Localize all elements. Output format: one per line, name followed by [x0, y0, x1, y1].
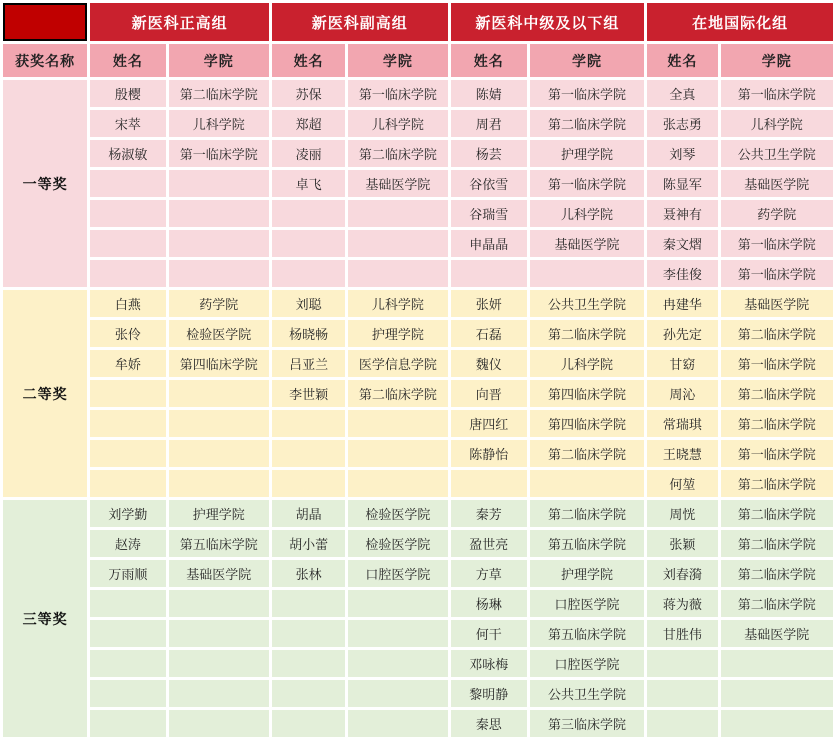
- table-row: [3, 320, 833, 347]
- college-cell[interactable]: 第一临床学院: [721, 80, 833, 107]
- table-row: [3, 680, 833, 707]
- name-cell[interactable]: 杨淑敏: [90, 140, 165, 167]
- name-cell[interactable]: 聂神有: [647, 200, 717, 227]
- college-cell[interactable]: 儿科学院: [169, 110, 269, 137]
- college-cell[interactable]: 第三临床学院: [530, 710, 644, 737]
- name-cell[interactable]: 胡小蕾: [272, 530, 345, 557]
- empty-cell[interactable]: [272, 260, 345, 287]
- empty-cell[interactable]: [90, 590, 165, 617]
- group-header-senior[interactable]: 新医科正高组: [90, 3, 269, 41]
- empty-cell[interactable]: [169, 620, 269, 647]
- empty-cell[interactable]: [90, 710, 165, 737]
- empty-cell[interactable]: [169, 470, 269, 497]
- table-row: [3, 140, 833, 167]
- college-cell[interactable]: 儿科学院: [530, 200, 644, 227]
- name-cell[interactable]: 胡晶: [272, 500, 345, 527]
- group-header-intermediate-below[interactable]: 新医科中级及以下组: [451, 3, 645, 41]
- name-cell[interactable]: 宋萃: [90, 110, 165, 137]
- name-cell[interactable]: 常瑞琪: [647, 410, 717, 437]
- name-cell[interactable]: 甘胜伟: [647, 620, 717, 647]
- table-row: [3, 410, 833, 437]
- group-header-row: [3, 3, 833, 41]
- name-cell[interactable]: 陈婧: [451, 80, 527, 107]
- name-cell[interactable]: 刘琴: [647, 140, 717, 167]
- college-cell[interactable]: 第二临床学院: [530, 110, 644, 137]
- empty-cell[interactable]: [451, 470, 527, 497]
- college-cell[interactable]: 第二临床学院: [721, 320, 833, 347]
- college-cell[interactable]: 第五临床学院: [530, 620, 644, 647]
- name-cell[interactable]: 杨芸: [451, 140, 527, 167]
- name-cell[interactable]: 牟娇: [90, 350, 165, 377]
- college-cell[interactable]: 护理学院: [169, 500, 269, 527]
- table-row: [3, 290, 833, 317]
- table-row: [3, 620, 833, 647]
- college-cell[interactable]: 第二临床学院: [530, 500, 644, 527]
- selected-corner-cell[interactable]: [3, 3, 87, 41]
- empty-cell[interactable]: [272, 620, 345, 647]
- empty-cell[interactable]: [90, 470, 165, 497]
- college-cell[interactable]: 护理学院: [530, 140, 644, 167]
- empty-cell[interactable]: [169, 650, 269, 677]
- empty-cell[interactable]: [169, 680, 269, 707]
- table-row: [3, 470, 833, 497]
- empty-cell[interactable]: [348, 650, 447, 677]
- name-cell[interactable]: 周恍: [647, 500, 717, 527]
- name-cell[interactable]: 吕亚兰: [272, 350, 345, 377]
- college-cell[interactable]: 医学信息学院: [348, 350, 447, 377]
- table-row: [3, 440, 833, 467]
- college-cell[interactable]: 第二临床学院: [721, 470, 833, 497]
- name-header[interactable]: 姓名: [451, 44, 527, 77]
- name-cell[interactable]: 赵涛: [90, 530, 165, 557]
- empty-cell[interactable]: [169, 230, 269, 257]
- empty-cell[interactable]: [348, 470, 447, 497]
- college-cell[interactable]: 第一临床学院: [721, 260, 833, 287]
- name-cell[interactable]: 方草: [451, 560, 527, 587]
- college-header[interactable]: 学院: [721, 44, 833, 77]
- college-cell[interactable]: 药学院: [721, 200, 833, 227]
- college-cell[interactable]: 第四临床学院: [530, 410, 644, 437]
- table-row: [3, 80, 833, 107]
- award-section-1: [3, 80, 833, 287]
- name-cell[interactable]: 申晶晶: [451, 230, 527, 257]
- empty-cell[interactable]: [348, 590, 447, 617]
- name-cell[interactable]: 李世颖: [272, 380, 345, 407]
- college-cell[interactable]: 第二临床学院: [530, 320, 644, 347]
- group-header-associate-senior[interactable]: 新医科副高组: [272, 3, 448, 41]
- empty-cell[interactable]: [169, 170, 269, 197]
- name-cell[interactable]: 何堃: [647, 470, 717, 497]
- empty-cell[interactable]: [348, 260, 447, 287]
- award-name-header[interactable]: 获奖名称: [3, 44, 87, 77]
- college-header[interactable]: 学院: [530, 44, 644, 77]
- college-cell[interactable]: 基础医学院: [530, 230, 644, 257]
- empty-cell[interactable]: [348, 410, 447, 437]
- award-section-3: [3, 500, 833, 737]
- empty-cell[interactable]: [272, 230, 345, 257]
- name-cell[interactable]: 杨晓畅: [272, 320, 345, 347]
- table-row: [3, 170, 833, 197]
- table-row: [3, 590, 833, 617]
- college-cell[interactable]: 第二临床学院: [348, 140, 447, 167]
- college-cell[interactable]: 第五临床学院: [169, 530, 269, 557]
- name-cell[interactable]: 张林: [272, 560, 345, 587]
- name-cell[interactable]: 谷依雪: [451, 170, 527, 197]
- name-cell[interactable]: 谷瑞雪: [451, 200, 527, 227]
- college-cell[interactable]: 第二临床学院: [169, 80, 269, 107]
- name-cell[interactable]: 苏保: [272, 80, 345, 107]
- empty-cell[interactable]: [348, 680, 447, 707]
- empty-cell[interactable]: [90, 260, 165, 287]
- college-cell[interactable]: 儿科学院: [348, 110, 447, 137]
- name-cell[interactable]: 周沁: [647, 380, 717, 407]
- empty-cell[interactable]: [90, 620, 165, 647]
- name-cell[interactable]: 全真: [647, 80, 717, 107]
- empty-cell[interactable]: [530, 260, 644, 287]
- college-cell[interactable]: 第二临床学院: [721, 380, 833, 407]
- name-cell[interactable]: 杨琳: [451, 590, 527, 617]
- name-cell[interactable]: 陈静怡: [451, 440, 527, 467]
- empty-cell[interactable]: [90, 170, 165, 197]
- empty-cell[interactable]: [348, 200, 447, 227]
- name-cell[interactable]: 张颖: [647, 530, 717, 557]
- name-cell[interactable]: 秦芳: [451, 500, 527, 527]
- table-row: [3, 350, 833, 377]
- table-row: [3, 110, 833, 137]
- college-cell[interactable]: 第四临床学院: [530, 380, 644, 407]
- college-cell[interactable]: 口腔医学院: [530, 590, 644, 617]
- table-row: [3, 200, 833, 227]
- name-cell[interactable]: 冉建华: [647, 290, 717, 317]
- college-cell[interactable]: 基础医学院: [721, 620, 833, 647]
- name-cell[interactable]: 卓飞: [272, 170, 345, 197]
- name-cell[interactable]: 张伶: [90, 320, 165, 347]
- college-cell[interactable]: 第二临床学院: [721, 590, 833, 617]
- college-cell[interactable]: 第二临床学院: [721, 410, 833, 437]
- empty-cell[interactable]: [90, 440, 165, 467]
- college-cell[interactable]: 第二临床学院: [721, 500, 833, 527]
- empty-cell[interactable]: [272, 470, 345, 497]
- award-label[interactable]: 二等奖: [3, 290, 87, 497]
- college-cell[interactable]: 公共卫生学院: [721, 140, 833, 167]
- empty-cell[interactable]: [647, 680, 717, 707]
- name-cell[interactable]: 刘聪: [272, 290, 345, 317]
- empty-cell[interactable]: [90, 650, 165, 677]
- college-cell[interactable]: 药学院: [169, 290, 269, 317]
- empty-cell[interactable]: [348, 710, 447, 737]
- name-cell[interactable]: 张妍: [451, 290, 527, 317]
- name-cell[interactable]: 盈世亮: [451, 530, 527, 557]
- name-cell[interactable]: 邓咏梅: [451, 650, 527, 677]
- college-cell[interactable]: 第二临床学院: [721, 530, 833, 557]
- college-cell[interactable]: 口腔医学院: [348, 560, 447, 587]
- table-row: [3, 710, 833, 737]
- college-cell[interactable]: 第一临床学院: [530, 170, 644, 197]
- name-cell[interactable]: 李佳俊: [647, 260, 717, 287]
- empty-cell[interactable]: [90, 380, 165, 407]
- table-row: [3, 380, 833, 407]
- college-cell[interactable]: 第四临床学院: [169, 350, 269, 377]
- name-cell[interactable]: 刘学勤: [90, 500, 165, 527]
- college-cell[interactable]: 公共卫生学院: [530, 290, 644, 317]
- college-cell[interactable]: 第一临床学院: [721, 230, 833, 257]
- name-header[interactable]: 姓名: [647, 44, 717, 77]
- college-cell[interactable]: 口腔医学院: [530, 650, 644, 677]
- college-cell[interactable]: 检验医学院: [169, 320, 269, 347]
- empty-cell[interactable]: [530, 470, 644, 497]
- empty-cell[interactable]: [272, 200, 345, 227]
- name-cell[interactable]: 白燕: [90, 290, 165, 317]
- college-cell[interactable]: 儿科学院: [530, 350, 644, 377]
- name-cell[interactable]: 周君: [451, 110, 527, 137]
- college-cell[interactable]: 第五临床学院: [530, 530, 644, 557]
- name-header[interactable]: 姓名: [90, 44, 165, 77]
- empty-cell[interactable]: [272, 590, 345, 617]
- college-cell[interactable]: 第一临床学院: [530, 80, 644, 107]
- name-cell[interactable]: 陈显军: [647, 170, 717, 197]
- table-row: [3, 530, 833, 557]
- empty-cell[interactable]: [348, 230, 447, 257]
- table-row: [3, 260, 833, 287]
- empty-cell[interactable]: [272, 650, 345, 677]
- name-cell[interactable]: 魏仪: [451, 350, 527, 377]
- empty-cell[interactable]: [169, 590, 269, 617]
- name-cell[interactable]: 万雨顺: [90, 560, 165, 587]
- name-cell[interactable]: 刘春漪: [647, 560, 717, 587]
- empty-cell[interactable]: [90, 680, 165, 707]
- empty-cell[interactable]: [272, 440, 345, 467]
- empty-cell[interactable]: [451, 260, 527, 287]
- college-cell[interactable]: 基础医学院: [348, 170, 447, 197]
- name-cell[interactable]: 石磊: [451, 320, 527, 347]
- college-cell[interactable]: 第一临床学院: [721, 350, 833, 377]
- empty-cell[interactable]: [90, 410, 165, 437]
- college-cell[interactable]: 儿科学院: [348, 290, 447, 317]
- table-row: [3, 650, 833, 677]
- empty-cell[interactable]: [647, 650, 717, 677]
- empty-cell[interactable]: [169, 260, 269, 287]
- empty-cell[interactable]: [169, 410, 269, 437]
- name-cell[interactable]: 秦思: [451, 710, 527, 737]
- college-cell[interactable]: 第一临床学院: [721, 440, 833, 467]
- college-header[interactable]: 学院: [169, 44, 269, 77]
- empty-cell[interactable]: [169, 710, 269, 737]
- college-cell[interactable]: 第二临床学院: [721, 560, 833, 587]
- college-cell[interactable]: 公共卫生学院: [530, 680, 644, 707]
- college-cell[interactable]: 检验医学院: [348, 500, 447, 527]
- name-cell[interactable]: 唐四红: [451, 410, 527, 437]
- name-cell[interactable]: 蒋为薇: [647, 590, 717, 617]
- college-cell[interactable]: 第一临床学院: [348, 80, 447, 107]
- empty-cell[interactable]: [90, 200, 165, 227]
- name-cell[interactable]: 王晓慧: [647, 440, 717, 467]
- award-label[interactable]: 一等奖: [3, 80, 87, 287]
- empty-cell[interactable]: [721, 650, 833, 677]
- empty-cell[interactable]: [721, 710, 833, 737]
- table-row: [3, 500, 833, 527]
- college-cell[interactable]: 第一临床学院: [169, 140, 269, 167]
- name-cell[interactable]: 孙先定: [647, 320, 717, 347]
- name-cell[interactable]: 张志勇: [647, 110, 717, 137]
- college-cell[interactable]: 护理学院: [530, 560, 644, 587]
- award-section-2: [3, 290, 833, 497]
- name-cell[interactable]: 郑超: [272, 110, 345, 137]
- name-cell[interactable]: 秦文熠: [647, 230, 717, 257]
- name-cell[interactable]: 甘窈: [647, 350, 717, 377]
- award-label[interactable]: 三等奖: [3, 500, 87, 737]
- name-cell[interactable]: 何干: [451, 620, 527, 647]
- name-header[interactable]: 姓名: [272, 44, 345, 77]
- empty-cell[interactable]: [169, 200, 269, 227]
- table-row: [3, 230, 833, 257]
- empty-cell[interactable]: [169, 440, 269, 467]
- empty-cell[interactable]: [348, 440, 447, 467]
- empty-cell[interactable]: [90, 230, 165, 257]
- name-cell[interactable]: 向晋: [451, 380, 527, 407]
- college-header[interactable]: 学院: [348, 44, 447, 77]
- empty-cell[interactable]: [272, 710, 345, 737]
- college-cell[interactable]: 检验医学院: [348, 530, 447, 557]
- empty-cell[interactable]: [272, 680, 345, 707]
- name-cell[interactable]: 凌丽: [272, 140, 345, 167]
- sub-header-row: [3, 44, 833, 77]
- table-row: [3, 560, 833, 587]
- college-cell[interactable]: 第二临床学院: [530, 440, 644, 467]
- empty-cell[interactable]: [348, 620, 447, 647]
- college-cell[interactable]: 护理学院: [348, 320, 447, 347]
- college-cell[interactable]: 基础医学院: [169, 560, 269, 587]
- empty-cell[interactable]: [272, 410, 345, 437]
- college-cell[interactable]: 基础医学院: [721, 290, 833, 317]
- empty-cell[interactable]: [721, 680, 833, 707]
- name-cell[interactable]: 黎明静: [451, 680, 527, 707]
- group-header-local-international[interactable]: 在地国际化组: [647, 3, 833, 41]
- name-cell[interactable]: 殷樱: [90, 80, 165, 107]
- empty-cell[interactable]: [169, 380, 269, 407]
- empty-cell[interactable]: [647, 710, 717, 737]
- college-cell[interactable]: 第二临床学院: [348, 380, 447, 407]
- college-cell[interactable]: 儿科学院: [721, 110, 833, 137]
- college-cell[interactable]: 基础医学院: [721, 170, 833, 197]
